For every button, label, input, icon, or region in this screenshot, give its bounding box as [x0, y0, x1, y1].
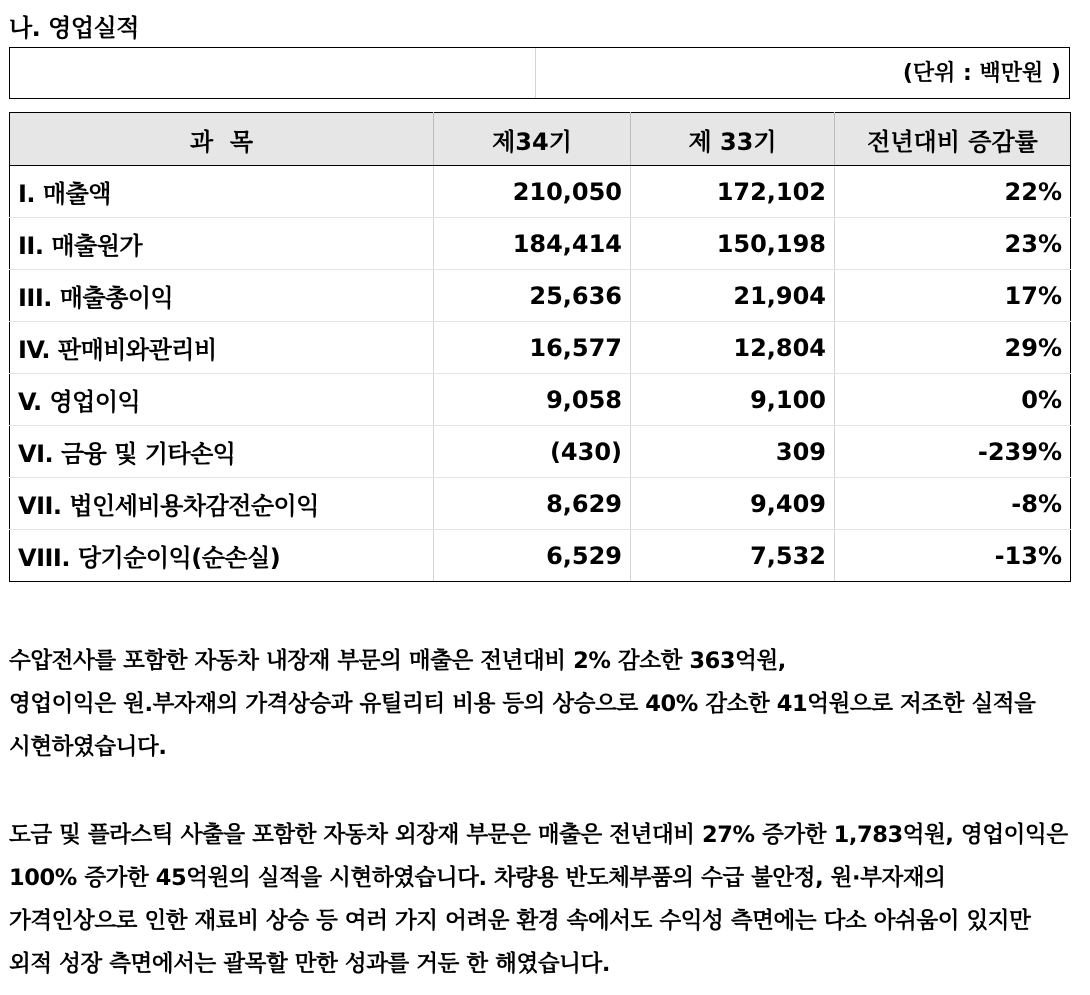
row-previous: 12,804 — [631, 322, 835, 374]
header-current-period: 제34기 — [434, 113, 631, 166]
row-rate: 17% — [835, 270, 1071, 322]
table-row — [10, 426, 1071, 478]
exterior-text: 도금 및 플라스틱 사출을 포함한 자동차 외장재 부문은 매출은 전년대비 27% 증가한 1,783억원, 영업이익은 100% 증가한 45억원의 실적을 시현하였습니다. 차량용 반도체부품의 수급 불안정, 원·부자재의 가격인상으로 인한 재료비 상승 등 여러 가지 어려운 환경 속에서도 수익성 측면에는 다소 아쉬움이 있지만 외적 성장 측면에서는 괄목할 만한 성과를 거둔 한 해였습니다. — [9, 822, 1068, 977]
row-current: 184,414 — [434, 218, 631, 270]
row-current: 210,050 — [434, 166, 631, 218]
row-rate: 22% — [835, 166, 1071, 218]
row-previous: 7,532 — [631, 530, 835, 582]
row-item: VI. 금융 및 기타손익 — [10, 426, 434, 478]
row-current: 25,636 — [434, 270, 631, 322]
unit-box-blank-cell — [10, 48, 536, 98]
row-item: IV. 판매비와관리비 — [10, 322, 434, 374]
header-previous-period: 제 33기 — [631, 113, 835, 166]
row-item: VII. 법인세비용차감전순이익 — [10, 478, 434, 530]
table-row — [10, 530, 1071, 582]
operating-results-table — [9, 112, 1071, 582]
table-row — [10, 478, 1071, 530]
row-rate: -8% — [835, 478, 1071, 530]
table-row — [10, 166, 1071, 218]
row-item: I. 매출액 — [10, 166, 434, 218]
header-change-rate: 전년대비 증감률 — [835, 113, 1071, 166]
row-previous: 9,409 — [631, 478, 835, 530]
row-current: 9,058 — [434, 374, 631, 426]
table-header-row — [10, 113, 1071, 166]
table-row — [10, 322, 1071, 374]
interior-line-2: 영업이익은 원.부자재의 가격상승과 유틸리티 비용 등의 상승으로 40% 감소한 41억원으로 저조한 실적을 시현하였습니다. — [9, 691, 1036, 760]
row-previous: 150,198 — [631, 218, 835, 270]
header-item: 과 목 — [10, 113, 434, 166]
unit-label: (단위 : 백만원 ) — [902, 61, 1061, 86]
row-rate: -239% — [835, 426, 1071, 478]
row-item: III. 매출총이익 — [10, 270, 434, 322]
unit-box — [9, 47, 1070, 99]
row-rate: 29% — [835, 322, 1071, 374]
row-previous: 309 — [631, 426, 835, 478]
row-current: 8,629 — [434, 478, 631, 530]
row-current: 16,577 — [434, 322, 631, 374]
row-item: V. 영업이익 — [10, 374, 434, 426]
interior-parts-paragraph — [9, 640, 1079, 769]
row-previous: 21,904 — [631, 270, 835, 322]
table-row — [10, 270, 1071, 322]
interior-line-1: 수압전사를 포함한 자동차 내장재 부문의 매출은 전년대비 2% 감소한 363억원, — [9, 648, 786, 674]
row-current: 6,529 — [434, 530, 631, 582]
row-current: (430) — [434, 426, 631, 478]
row-previous: 9,100 — [631, 374, 835, 426]
table-row — [10, 374, 1071, 426]
table-row — [10, 218, 1071, 270]
row-item: VIII. 당기순이익(순손실) — [10, 530, 434, 582]
row-rate: -13% — [835, 530, 1071, 582]
row-rate: 23% — [835, 218, 1071, 270]
row-rate: 0% — [835, 374, 1071, 426]
section-heading: 나. 영업실적 — [9, 14, 139, 42]
row-previous: 172,102 — [631, 166, 835, 218]
exterior-parts-paragraph — [9, 814, 1079, 986]
row-item: II. 매출원가 — [10, 218, 434, 270]
